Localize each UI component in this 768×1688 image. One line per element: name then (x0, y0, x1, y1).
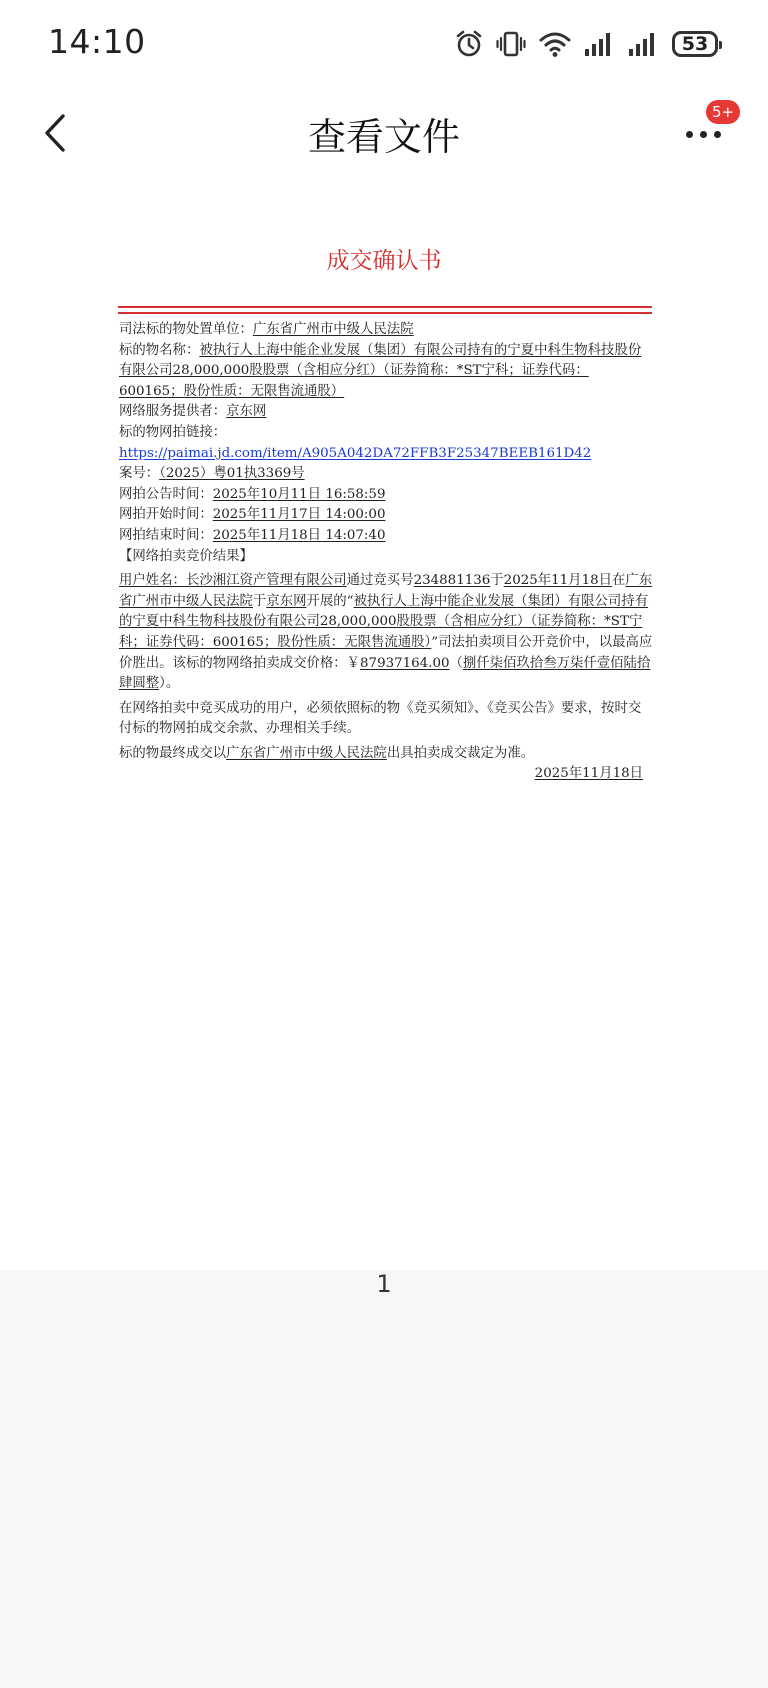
field-service-provider (119, 402, 653, 423)
field-value: 2025年11月18日 14:07:40 (212, 527, 386, 543)
result-text: 开展的“ (306, 593, 354, 609)
field-label: 网络服务提供者： (119, 404, 227, 420)
title-divider (118, 312, 652, 314)
deal-price: 87937164.00 (360, 655, 450, 671)
more-icon (714, 131, 721, 138)
page-title: 查看文件 (307, 115, 460, 159)
notice-paragraph: 在网络拍卖中竞买成功的用户，必须依照标的物《竞买须知》、《竞买公告》要求，按时交付标的物网拍成交余款、办理相关手续。 (119, 700, 642, 737)
result-text: 在 (612, 573, 626, 589)
page-number: 1 (376, 1270, 392, 1298)
final-text: 标的物最终成交以 (119, 745, 227, 761)
bid-number: 234881136 (413, 573, 491, 589)
field-value: 2025年11月17日 14:00:00 (212, 507, 386, 523)
field-label: 标的物名称： (119, 342, 200, 358)
result-heading: 【网络拍卖竞价结果】 (119, 548, 253, 564)
field-disposal-unit (119, 320, 653, 341)
field-label: 标的物网拍链接： (119, 424, 227, 440)
user-name: 长沙湘江资产管理有限公司 (185, 573, 347, 589)
document-title: 成交确认书 (326, 248, 442, 274)
page-indicator-area (0, 1270, 768, 1688)
field-value: 被执行人上海中能企业发展（集团）有限公司持有的宁夏中科生物科技股份有限公司28,000,000股股票（含相应分红）（证券简称：*ST宁科；证券代码：600165；股份性质：无限售流通股） (119, 342, 642, 399)
more-icon (700, 131, 707, 138)
field-label: 网拍开始时间： (119, 507, 213, 523)
signal-icon (628, 29, 660, 59)
result-text: ）。 (159, 676, 180, 692)
deal-date: 2025年11月18日 (503, 573, 612, 589)
wifi-icon (538, 29, 572, 59)
alarm-icon (454, 29, 484, 59)
field-auction-link (119, 423, 653, 464)
status-icons (454, 26, 718, 62)
deal-price-words: 捌仟柒佰玖拾叁万柒仟壹佰陆拾肆圆整 (119, 655, 651, 692)
field-item-name (119, 341, 653, 403)
court-name: 广东省广州市中级人民法院 (226, 745, 387, 761)
field-end-time (119, 526, 653, 547)
result-text: ”司法拍卖项目公开竞价中，以最高应价胜出。该标的物网络拍卖成交价格：￥ (119, 634, 653, 671)
court-name: 广东省广州市中级人民法院 (119, 573, 653, 609)
result-paragraph (119, 571, 653, 695)
result-text: 通过竞买号 (346, 573, 414, 589)
field-start-time (119, 505, 653, 526)
document-body (119, 320, 653, 785)
final-text: 出具拍卖成交裁定为准。 (386, 745, 535, 761)
field-case-number (119, 464, 653, 485)
result-text: （ (449, 655, 463, 671)
field-value: 2025年10月11日 16:58:59 (212, 486, 386, 502)
status-bar (0, 0, 768, 88)
field-value: （2025）粤01执3369号 (159, 466, 305, 482)
document-page (0, 178, 768, 1270)
vibrate-icon (496, 29, 526, 59)
title-bar (0, 88, 768, 178)
auction-link[interactable]: https://paimai.jd.com/item/A905A042DA72FFB3F25347BEEB161D42 (119, 445, 592, 461)
field-label: 案号： (119, 466, 160, 482)
document-date (119, 764, 653, 785)
field-value: 京东网 (226, 404, 267, 420)
final-paragraph (119, 744, 653, 765)
field-label: 网拍公告时间： (119, 486, 213, 502)
result-text: 于 (490, 573, 504, 589)
notification-badge: 5+ (706, 100, 740, 124)
document-date-value: 2025年11月18日 (534, 766, 643, 782)
battery-icon: 53 (672, 31, 718, 57)
user-name-label: 用户姓名： (119, 573, 186, 589)
title-divider (118, 306, 652, 308)
more-icon (686, 131, 693, 138)
result-text: 于 (252, 593, 267, 609)
field-value: 广东省广州市中级人民法院 (252, 322, 414, 337)
platform-name: 京东网 (266, 593, 307, 609)
item-name: 被执行人上海中能企业发展（集团）有限公司持有的宁夏中科生物科技股份有限公司28,000,000股股票（含相应分红）（证券简称：*ST宁科；证券代码：600165；股份性质：无限售流通股） (119, 593, 649, 650)
signal-icon (584, 29, 616, 59)
field-announce-time (119, 485, 653, 506)
status-time: 14:10 (48, 22, 146, 61)
field-label: 司法标的物处置单位： (119, 322, 253, 337)
field-label: 网拍结束时间： (119, 527, 213, 543)
